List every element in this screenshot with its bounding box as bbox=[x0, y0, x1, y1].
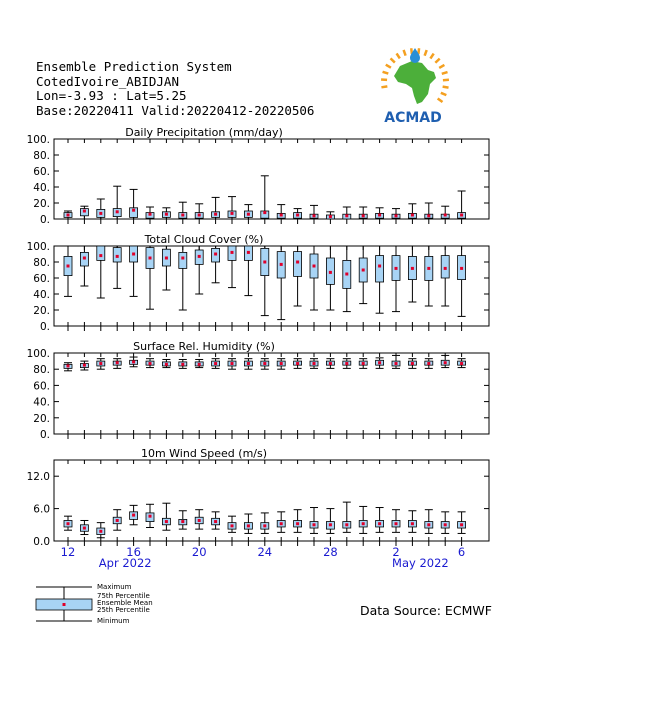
y-tick-label: 80. bbox=[33, 150, 50, 162]
mean-marker bbox=[83, 364, 86, 367]
mean-marker bbox=[313, 362, 316, 365]
day-box bbox=[425, 359, 433, 369]
y-tick-label: 40. bbox=[33, 182, 50, 194]
day-box bbox=[228, 197, 236, 219]
day-box bbox=[80, 206, 88, 219]
day-box bbox=[392, 246, 400, 312]
mean-marker bbox=[345, 523, 348, 526]
x-day-label: 16 bbox=[126, 545, 141, 559]
mean-marker bbox=[99, 362, 102, 365]
mean-marker bbox=[116, 210, 119, 213]
day-box bbox=[310, 359, 318, 369]
day-box bbox=[130, 505, 138, 524]
day-box bbox=[359, 359, 367, 369]
mean-marker bbox=[116, 255, 119, 258]
day-box bbox=[310, 246, 318, 310]
panel-3 bbox=[27, 340, 489, 441]
day-box bbox=[228, 359, 236, 370]
y-tick-label: 80. bbox=[33, 257, 50, 269]
mean-marker bbox=[198, 519, 201, 522]
iqr-box bbox=[113, 248, 121, 262]
legend-mean: Ensemble Mean bbox=[97, 599, 153, 607]
panel-title: Surface Rel. Humidity (%) bbox=[133, 340, 275, 353]
mean-marker bbox=[345, 273, 348, 276]
x-day-label: 2 bbox=[392, 545, 400, 559]
day-box bbox=[458, 191, 466, 219]
day-box bbox=[310, 508, 318, 534]
mean-marker bbox=[231, 251, 234, 254]
day-box bbox=[343, 207, 351, 219]
mean-marker bbox=[345, 362, 348, 365]
day-box bbox=[376, 508, 384, 533]
day-box bbox=[425, 246, 433, 306]
mean-marker bbox=[247, 251, 250, 254]
day-box bbox=[162, 208, 170, 219]
day-box bbox=[80, 520, 88, 534]
mean-marker bbox=[395, 522, 398, 525]
day-box bbox=[392, 355, 400, 368]
day-box bbox=[80, 246, 88, 286]
y-tick-label: 0. bbox=[39, 214, 50, 226]
day-box bbox=[359, 207, 367, 219]
day-box bbox=[244, 246, 252, 296]
day-box bbox=[326, 212, 334, 219]
iqr-box bbox=[179, 252, 187, 268]
day-box bbox=[294, 209, 302, 219]
mean-marker bbox=[411, 214, 414, 217]
panel-title: 10m Wind Speed (m/s) bbox=[140, 447, 268, 460]
panel-title: Total Cloud Cover (%) bbox=[144, 233, 264, 246]
mean-marker bbox=[231, 362, 234, 365]
day-box bbox=[97, 199, 105, 219]
mean-marker bbox=[313, 265, 316, 268]
day-box bbox=[408, 246, 416, 302]
y-tick-label: 20. bbox=[33, 412, 50, 425]
day-box bbox=[179, 511, 187, 529]
mean-marker bbox=[181, 520, 184, 523]
mean-marker bbox=[460, 362, 463, 365]
mean-marker bbox=[280, 214, 283, 217]
mean-marker bbox=[460, 214, 463, 217]
logo-text: ACMAD bbox=[384, 110, 442, 126]
day-box bbox=[343, 359, 351, 369]
day-box bbox=[97, 359, 105, 370]
day-box bbox=[64, 246, 72, 296]
data-source: Data Source: ECMWF bbox=[360, 603, 492, 618]
day-box bbox=[146, 359, 154, 368]
y-tick-label: 20. bbox=[33, 305, 50, 317]
day-box bbox=[326, 359, 334, 369]
day-box bbox=[408, 511, 416, 533]
mean-marker bbox=[132, 209, 135, 212]
mean-marker bbox=[329, 362, 332, 365]
mean-marker bbox=[116, 519, 119, 522]
mean-marker bbox=[149, 257, 152, 260]
y-tick-label: 6.0 bbox=[33, 503, 50, 516]
day-box bbox=[425, 203, 433, 219]
mean-marker bbox=[247, 362, 250, 365]
day-box bbox=[310, 205, 318, 219]
day-box bbox=[261, 246, 269, 316]
mean-marker bbox=[83, 257, 86, 260]
day-box bbox=[97, 246, 105, 298]
mean-marker bbox=[362, 522, 365, 525]
legend-25th: 25th Percentile bbox=[97, 606, 150, 614]
y-tick-label: 100. bbox=[26, 134, 50, 146]
day-box bbox=[162, 246, 170, 290]
day-box bbox=[244, 359, 252, 370]
day-box bbox=[277, 205, 285, 219]
system-title: Ensemble Prediction System bbox=[36, 59, 232, 74]
mean-marker bbox=[214, 362, 217, 365]
mean-marker bbox=[378, 265, 381, 268]
y-tick-label: 100. bbox=[26, 348, 50, 360]
day-box bbox=[343, 246, 351, 312]
mean-marker bbox=[362, 269, 365, 272]
day-box bbox=[408, 204, 416, 219]
x-day-label: 28 bbox=[323, 545, 338, 559]
day-box bbox=[130, 246, 138, 296]
y-tick-label: 60. bbox=[33, 380, 50, 393]
mean-marker bbox=[67, 522, 70, 525]
mean-marker bbox=[67, 214, 70, 217]
mean-marker bbox=[149, 213, 152, 216]
day-box bbox=[376, 246, 384, 313]
mean-marker bbox=[198, 255, 201, 258]
mean-marker bbox=[198, 214, 201, 217]
day-box bbox=[441, 355, 449, 367]
y-tick-label: 0. bbox=[39, 429, 50, 441]
day-box bbox=[458, 359, 466, 368]
day-box bbox=[392, 209, 400, 219]
day-box bbox=[195, 246, 203, 294]
day-box bbox=[261, 513, 269, 534]
mean-marker bbox=[132, 360, 135, 363]
mean-marker bbox=[444, 361, 447, 364]
day-box bbox=[294, 359, 302, 369]
y-tick-label: 20. bbox=[33, 198, 50, 210]
day-box bbox=[376, 208, 384, 219]
day-box bbox=[458, 246, 466, 316]
day-box bbox=[244, 205, 252, 219]
day-box bbox=[162, 359, 170, 367]
panel-4 bbox=[27, 447, 489, 548]
x-day-label: 24 bbox=[257, 545, 273, 559]
day-box bbox=[441, 512, 449, 534]
mean-marker bbox=[378, 522, 381, 525]
day-box bbox=[179, 246, 187, 310]
mean-marker bbox=[411, 267, 414, 270]
day-box bbox=[343, 502, 351, 532]
mean-marker bbox=[296, 362, 299, 365]
mean-marker bbox=[329, 523, 332, 526]
mean-marker bbox=[99, 530, 102, 533]
mean-marker bbox=[296, 261, 299, 264]
mean-marker bbox=[296, 214, 299, 217]
day-box bbox=[179, 202, 187, 219]
mean-marker bbox=[247, 524, 250, 527]
mean-marker bbox=[181, 257, 184, 260]
mean-marker bbox=[263, 524, 266, 527]
day-box bbox=[277, 246, 285, 320]
day-box bbox=[212, 359, 220, 369]
mean-marker bbox=[99, 212, 102, 215]
mean-marker bbox=[280, 362, 283, 365]
mean-marker bbox=[165, 257, 168, 260]
mean-marker bbox=[427, 523, 430, 526]
day-box bbox=[441, 246, 449, 306]
mean-marker bbox=[444, 267, 447, 270]
day-box bbox=[130, 189, 138, 219]
mean-marker bbox=[345, 214, 348, 217]
mean-marker bbox=[149, 362, 152, 365]
y-tick-label: 80. bbox=[33, 364, 50, 377]
mean-marker bbox=[427, 362, 430, 365]
mean-marker bbox=[231, 524, 234, 527]
day-box bbox=[113, 186, 121, 219]
x-day-label: 12 bbox=[60, 545, 76, 559]
mean-marker bbox=[378, 361, 381, 364]
mean-marker bbox=[329, 271, 332, 274]
mean-marker bbox=[83, 210, 86, 213]
mean-marker bbox=[231, 212, 234, 215]
legend bbox=[36, 583, 153, 625]
y-tick-label: 0. bbox=[39, 321, 50, 333]
mean-marker bbox=[296, 522, 299, 525]
day-box bbox=[146, 246, 154, 309]
mean-marker bbox=[149, 515, 152, 518]
day-box bbox=[97, 523, 105, 538]
station-name: CotedIvoire_ABIDJAN bbox=[36, 73, 179, 89]
mean-marker bbox=[165, 213, 168, 216]
mean-marker bbox=[427, 214, 430, 217]
legend-mean-marker bbox=[63, 603, 66, 606]
day-box bbox=[359, 246, 367, 304]
day-box bbox=[113, 510, 121, 531]
mean-marker bbox=[165, 363, 168, 366]
day-box bbox=[392, 510, 400, 533]
day-box bbox=[326, 246, 334, 310]
iqr-box bbox=[294, 252, 302, 277]
mean-marker bbox=[444, 523, 447, 526]
mean-marker bbox=[99, 254, 102, 257]
legend-75th: 75th Percentile bbox=[97, 592, 150, 600]
mean-marker bbox=[214, 253, 217, 256]
day-box bbox=[359, 506, 367, 533]
mean-marker bbox=[395, 214, 398, 217]
day-box bbox=[294, 510, 302, 533]
day-box bbox=[212, 246, 220, 283]
day-box bbox=[64, 516, 72, 530]
mean-marker bbox=[181, 214, 184, 217]
iqr-box bbox=[376, 256, 384, 282]
mean-marker bbox=[362, 214, 365, 217]
day-box bbox=[113, 359, 121, 369]
panel-2 bbox=[27, 233, 489, 333]
y-tick-label: 40. bbox=[33, 396, 50, 409]
day-box bbox=[179, 359, 187, 368]
mean-marker bbox=[198, 363, 201, 366]
mean-marker bbox=[214, 520, 217, 523]
mean-marker bbox=[83, 527, 86, 530]
panel-frame bbox=[54, 139, 489, 219]
day-box bbox=[277, 512, 285, 533]
day-box bbox=[146, 207, 154, 219]
base-valid-dates: Base:20220411 Valid:20220412-20220506 bbox=[36, 102, 315, 118]
day-box bbox=[80, 361, 88, 370]
mean-marker bbox=[247, 213, 250, 216]
mean-marker bbox=[378, 214, 381, 217]
mean-marker bbox=[313, 214, 316, 217]
mean-marker bbox=[116, 361, 119, 364]
day-box bbox=[244, 514, 252, 533]
y-tick-label: 12.0 bbox=[26, 471, 50, 484]
y-tick-label: 60. bbox=[33, 273, 50, 285]
mean-marker bbox=[263, 211, 266, 214]
y-tick-label: 40. bbox=[33, 289, 50, 301]
mean-marker bbox=[181, 363, 184, 366]
mean-marker bbox=[411, 522, 414, 525]
mean-marker bbox=[263, 261, 266, 264]
mean-marker bbox=[313, 523, 316, 526]
day-box bbox=[261, 359, 269, 370]
x-day-label: 6 bbox=[457, 545, 466, 559]
iqr-box bbox=[441, 256, 449, 278]
mean-marker bbox=[362, 362, 365, 365]
day-box bbox=[277, 359, 285, 370]
mean-marker bbox=[395, 362, 398, 365]
legend-maximum: Maximum bbox=[97, 583, 132, 591]
mean-marker bbox=[132, 514, 135, 517]
iqr-box bbox=[97, 246, 105, 260]
mean-marker bbox=[132, 253, 135, 256]
mean-marker bbox=[67, 265, 70, 268]
mean-marker bbox=[460, 523, 463, 526]
mean-marker bbox=[67, 364, 70, 367]
mean-marker bbox=[214, 213, 217, 216]
mean-marker bbox=[427, 267, 430, 270]
day-box bbox=[212, 197, 220, 219]
day-box bbox=[261, 176, 269, 219]
mean-marker bbox=[460, 267, 463, 270]
day-box bbox=[376, 358, 384, 369]
panel-title: Daily Precipitation (mm/day) bbox=[125, 126, 283, 139]
mean-marker bbox=[165, 520, 168, 523]
y-tick-label: 60. bbox=[33, 166, 50, 178]
x-day-label: 20 bbox=[191, 545, 207, 559]
day-box bbox=[228, 516, 236, 532]
day-box bbox=[228, 246, 236, 288]
day-box bbox=[162, 503, 170, 530]
mean-marker bbox=[329, 215, 332, 218]
panel-1 bbox=[27, 126, 489, 226]
y-tick-label: 0.0 bbox=[33, 536, 50, 548]
day-box bbox=[326, 509, 334, 534]
day-box bbox=[130, 357, 138, 367]
mean-marker bbox=[395, 267, 398, 270]
day-box bbox=[212, 512, 220, 529]
x-month-label: May 2022 bbox=[392, 556, 449, 570]
station-coordinates: Lon=-3.93 : Lat=5.25 bbox=[36, 88, 187, 103]
day-box bbox=[458, 512, 466, 534]
y-tick-label: 100. bbox=[26, 241, 50, 253]
day-box bbox=[195, 359, 203, 367]
day-box bbox=[113, 246, 121, 288]
mean-marker bbox=[263, 362, 266, 365]
day-box bbox=[64, 211, 72, 219]
day-box bbox=[195, 204, 203, 219]
mean-marker bbox=[444, 214, 447, 217]
day-box bbox=[195, 510, 203, 529]
mean-marker bbox=[411, 362, 414, 365]
mean-marker bbox=[280, 263, 283, 266]
x-month-label: Apr 2022 bbox=[98, 556, 152, 570]
day-box bbox=[441, 206, 449, 219]
legend-minimum: Minimum bbox=[97, 617, 130, 625]
day-box bbox=[425, 510, 433, 534]
mean-marker bbox=[280, 522, 283, 525]
day-box bbox=[408, 359, 416, 369]
panel-frame bbox=[54, 460, 489, 541]
day-box bbox=[64, 363, 72, 371]
day-box bbox=[146, 504, 154, 527]
day-box bbox=[294, 246, 302, 306]
